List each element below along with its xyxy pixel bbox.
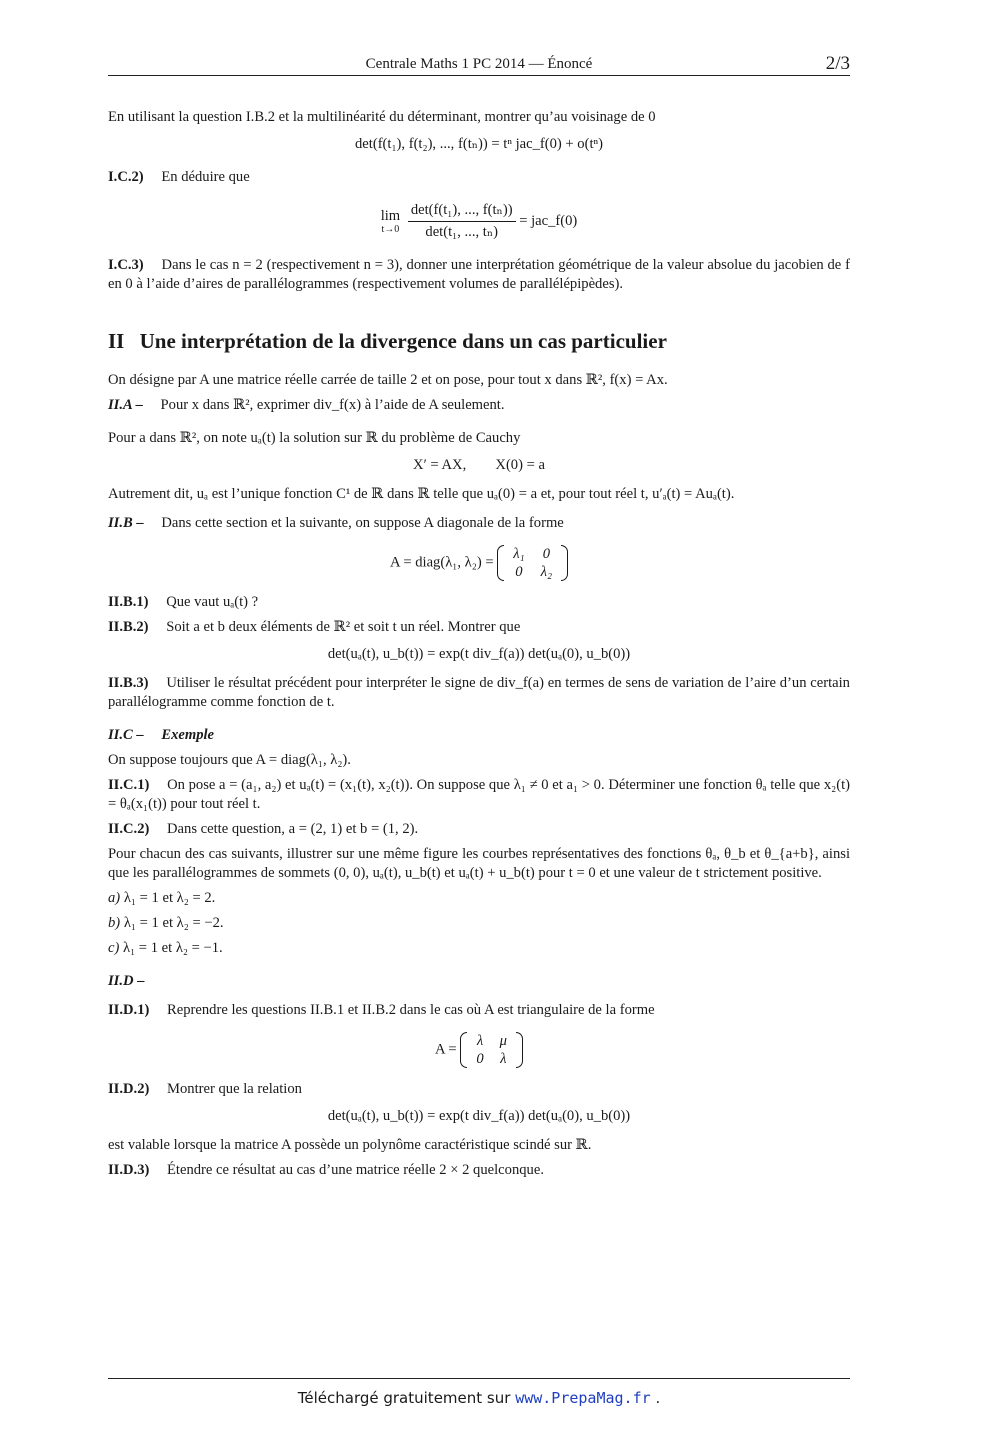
matrix-cell: 0 (542, 545, 550, 562)
question-text: Reprendre les questions II.B.1 et II.B.2 dans le cas où A est triangulaire de la forme (167, 1001, 655, 1018)
case-label: c) (108, 939, 120, 956)
ic2-equation (108, 201, 850, 242)
diag-equation (108, 545, 850, 581)
question-label: I.C.3) (108, 256, 144, 273)
header-title: Centrale Maths 1 PC 2014 — Énoncé (365, 56, 593, 72)
section-heading (108, 328, 850, 355)
iid2-equation: det(uₐ(t), u_b(t)) = exp(t div_f(a)) det(uₐ(0), u_b(0)) (327, 1108, 631, 1125)
cauchy-text: Pour a dans ℝ², on note uₐ(t) la solution sur ℝ du problème de Cauchy (108, 430, 521, 447)
question-iia (108, 396, 850, 415)
cauchy-equation: X′ = AX, X(0) = a (413, 456, 545, 473)
question-iic1 (108, 776, 850, 814)
limit-subscript: t→0 (381, 223, 400, 235)
section-intro: On désigne par A une matrice réelle carrée de taille 2 et on pose, pour tout x dans ℝ², f(x) = Ax. (108, 372, 668, 389)
case-label: a) (108, 889, 121, 906)
numerator: det(f(t₁), ..., f(tₙ)) (408, 201, 516, 222)
matrix (497, 545, 568, 581)
question-iib2 (108, 618, 850, 637)
iic-intro: On suppose toujours que A = diag(λ₁, λ₂). (108, 752, 351, 769)
limit-word: lim (380, 207, 401, 224)
question-text: Dans cette question, a = (2, 1) et b = (1, 2). (167, 821, 419, 838)
matrix-cell: λ (476, 1032, 484, 1049)
matrix-cell: λ (500, 1051, 507, 1068)
document-page (108, 0, 850, 1441)
case-item (108, 939, 850, 958)
question-text: Soit a et b deux éléments de ℝ² et soit t un réel. Montrer que (166, 619, 521, 636)
page-content (108, 108, 850, 1180)
case-item (108, 914, 850, 933)
question-label: II.C – (108, 727, 144, 744)
matrix-cell: μ (499, 1032, 507, 1049)
question-text: Pour x dans ℝ², exprimer div_f(x) à l’aide de A seulement. (160, 397, 505, 414)
question-text: Utiliser le résultat précédent pour interpréter le signe de div_f(a) en termes de sens de variation de l’aire d’un certain parallélogramme comme fonction de t. (108, 675, 850, 711)
triangular-equation (108, 1032, 850, 1068)
equation-lhs: A = diag(λ₁, λ₂) = (389, 554, 494, 571)
limit-operator (381, 207, 400, 236)
case-text: λ₁ = 1 et λ₂ = −2. (123, 914, 224, 931)
question-label: II.D – (108, 972, 145, 989)
question-label: I.C.2) (108, 168, 144, 185)
question-text: Que vaut uₐ(t) ? (166, 594, 259, 611)
iic2-text: Pour chacun des cas suivants, illustrer sur une même figure les courbes représentatives des fonctions θₐ, θ_b et θ_{a+b}, ainsi que les parallélogrammes de sommets (0, 0), uₐ(t), u_b(t) et uₐ(t) + u_b(t) pour t = 0 et une valeur de t strictement positive. (108, 846, 850, 882)
case-label: b) (108, 914, 121, 931)
case-text: λ₁ = 1 et λ₂ = −1. (123, 939, 223, 956)
question-iid1 (108, 1001, 850, 1020)
question-iib1 (108, 593, 850, 612)
question-iid3 (108, 1161, 850, 1180)
matrix-cell: 0 (476, 1051, 484, 1068)
matrix-cell: λ₂ (540, 564, 553, 581)
section-title: Une interprétation de la divergence dans un cas particulier (139, 328, 667, 353)
matrix-cell: 0 (515, 564, 523, 581)
question-text: Montrer que la relation (167, 1081, 302, 1098)
question-iic (108, 726, 850, 745)
question-label: II.D.3) (108, 1162, 150, 1179)
question-label: II.B.3) (108, 675, 149, 692)
page-footer (108, 1378, 850, 1409)
question-ic2 (108, 168, 850, 187)
footer-link[interactable]: www.PrepaMag.fr (515, 1389, 651, 1407)
question-text: En déduire que (161, 168, 250, 185)
question-label: II.A – (108, 397, 143, 414)
cauchy-after: Autrement dit, uₐ est l’unique fonction C¹ de ℝ dans ℝ telle que uₐ(0) = a et, pour tout réel t, u′ₐ(t) = Auₐ(t). (108, 485, 735, 502)
question-label: II.C.2) (108, 821, 150, 838)
question-label: II.C.1) (108, 777, 150, 794)
ic1-equation: det(f(t₁), f(t₂), ..., f(tₙ)) = tⁿ jac_f(0) + o(tⁿ) (355, 135, 603, 152)
question-iib (108, 514, 850, 533)
question-ic3 (108, 256, 850, 294)
question-iic2 (108, 820, 850, 839)
equation-lhs: A = (435, 1041, 457, 1058)
iib2-equation: det(uₐ(t), u_b(t)) = exp(t div_f(a)) det(uₐ(0), u_b(0)) (327, 646, 631, 663)
question-label: II.B.2) (108, 619, 149, 636)
page-number: 2/3 (825, 53, 850, 74)
question-label: II.B – (108, 514, 144, 531)
page-header (108, 53, 850, 76)
equation-rhs: = jac_f(0) (519, 212, 578, 229)
question-text: Étendre ce résultat au cas d’une matrice réelle 2 × 2 quelconque. (167, 1162, 544, 1179)
case-item (108, 889, 850, 908)
question-text: Dans le cas n = 2 (respectivement n = 3), donner une interprétation géométrique de la valeur absolue du jacobien de f en 0 à l’aide d’aires de parallélogrammes (respectivement volumes de parallélépipèdes). (108, 256, 850, 292)
footer-end: . (655, 1389, 661, 1407)
question-label: II.D.2) (108, 1081, 150, 1098)
iid2-after: est valable lorsque la matrice A possède un polynôme caractéristique scindé sur ℝ. (108, 1137, 592, 1154)
question-iid (108, 972, 850, 991)
ic1-text: En utilisant la question I.B.2 et la multilinéarité du déterminant, montrer qu’au voisinage de 0 (108, 109, 656, 125)
matrix (460, 1032, 523, 1068)
matrix-cell: λ₁ (513, 545, 525, 562)
question-label: II.D.1) (108, 1001, 150, 1018)
question-iid2 (108, 1080, 850, 1099)
subsection-title: Exemple (161, 727, 215, 744)
question-text: On pose a = (a₁, a₂) et uₐ(t) = (x₁(t), x₂(t)). On suppose que λ₁ ≠ 0 et a₁ > 0. Déterminer une fonction θₐ telle que x₂(t) = θₐ(x₁(t)) pour tout réel t. (108, 777, 850, 813)
question-iib3 (108, 674, 850, 712)
question-text: Dans cette section et la suivante, on suppose A diagonale de la forme (161, 514, 564, 531)
fraction (408, 201, 516, 242)
question-label: II.B.1) (108, 594, 149, 611)
footer-label: Téléchargé gratuitement sur (297, 1389, 511, 1407)
case-text: λ₁ = 1 et λ₂ = 2. (123, 889, 216, 906)
section-number: II (108, 328, 125, 353)
footer-text (108, 1389, 850, 1409)
denominator: det(t₁, ..., tₙ) (425, 223, 498, 240)
